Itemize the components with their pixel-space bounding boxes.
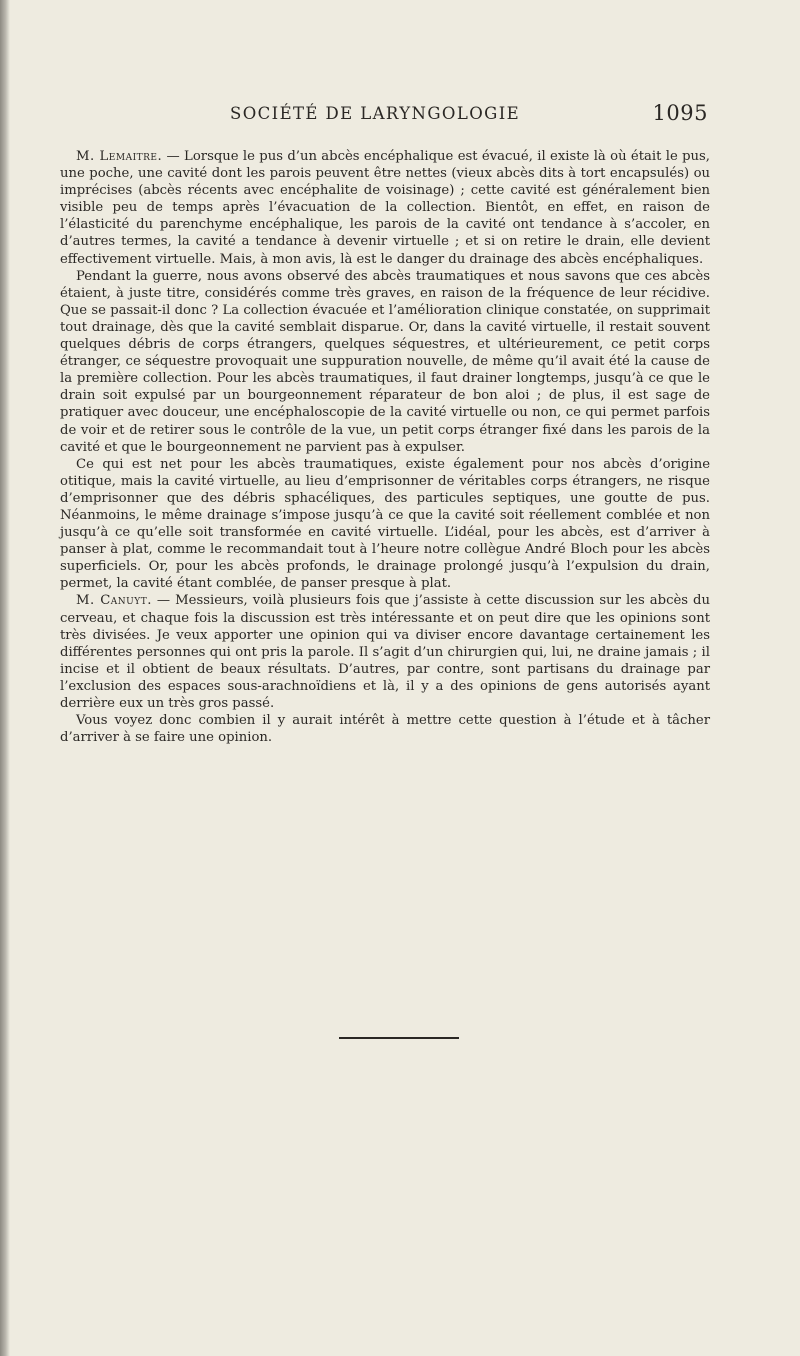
paragraph-text: Ce qui est net pour les abcès traumatiques, existe également pour nos abcès d’origine otitique, mais la cavité virtuelle, au lieu d’emprisonner de véritables corps étrangers, ne risque d’emprisonner que des débris sphacéliques, des particules septiques, une goutte de pus. Néanmoins, le même drainage s’impose jusqu’à ce que la cavité soit réellement comblée et non jusqu’à ce qu’elle soit transformée en cavité virtuelle. L’idéal, pour les abcès, est d’arriver à panser à plat, comme le recommandait tout à l’heure notre collègue André Bloch pour les abcès superficiels. Or, pour les abcès profonds, le drainage prolongé jusqu’à l’expulsion du drain, permet, la cavité étant comblée, de panser presque à plat.: [60, 456, 710, 592]
paragraph-conclusion: [60, 712, 710, 746]
running-header: [60, 101, 710, 130]
paragraph-canuyt: [60, 592, 710, 712]
paragraph-text: Vous voyez donc combien il y aurait intérêt à mettre cette question à l’étude et à tâcher d’arriver à se faire une opinion.: [60, 713, 710, 746]
section-divider-rule: [339, 1037, 459, 1039]
speaker-name: M. Canuyt.: [76, 593, 152, 609]
speaker-name: M. Lemaitre.: [76, 149, 163, 164]
book-binding-edge: [0, 0, 10, 1356]
paragraph-text: — Lorsque le pus d’un abcès encéphalique est évacué, il existe là où était le pus, une poche, une cavité dont les parois peuvent être nettes (vieux abcès dits à tort encapsulés) ou imprécises (abcès récents avec encéphalite de voisinage) ; cette cavité est généralement bien visible peu de temps après l’évacuation de la collection. Bientôt, en effet, en raison de l’élasticité du parenchyme encéphalique, les parois de la cavité ont tendance à s’accoler, en d’autres termes, la cavité a tendance à devenir virtuelle ; et si on retire le drain, elle devient effectivement virtuelle. Mais, à mon avis, là est le danger du drainage des abcès encéphaliques.: [60, 149, 710, 267]
paragraph-guerre: [60, 268, 710, 456]
paragraph-lemaitre: [60, 148, 710, 268]
paragraph-otitique: [60, 456, 710, 593]
running-title: SOCIÉTÉ DE LARYNGOLOGIE: [230, 104, 521, 123]
text-body: [60, 148, 710, 746]
page-number: 1095: [652, 101, 708, 125]
paragraph-text: Pendant la guerre, nous avons observé des abcès traumatiques et nous savons que ces abcès étaient, à juste titre, considérés comme très graves, en raison de la fréquence de leur récidive. Que se passait-il donc ? La collection évacuée et l’amélioration clinique constatée, on supprimait tout drainage, dès que la cavité semblait disparue. Or, dans la cavité virtuelle, il restait souvent quelques débris de corps étrangers, quelques séquestres, et ultérieurement, ce petit corps étranger, ce séquestre provoquait une suppuration nouvelle, de même qu’il avait été la cause de la première collection. Pour les abcès traumatiques, il faut drainer longtemps, jusqu’à ce que le drain soit expulsé par un bourgeonnement réparateur de bon aloi ; de plus, il est sage de pratiquer avec douceur, une encéphaloscopie de la cavité virtuelle ou non, ce qui permet parfois de voir et de retirer sous le contrôle de la vue, un petit corps étranger fixé dans les parois de la cavité et que le bourgeonnement ne parvient pas à expulser.: [60, 268, 710, 455]
paragraph-text: — Messieurs, voilà plusieurs fois que j’assiste à cette discussion sur les abcès du cerveau, et chaque fois la discussion est très intéressante et on peut dire que les opinions sont très divisées. Je veux apporter une opinion qui va diviser encore davantage certainement les différentes personnes qui ont pris la parole. Il s’agit d’un chirurgien qui, lui, ne draine jamais ; il incise et il obtient de beaux résultats. D’autres, par contre, sont partisans du drainage par l’exclusion des espaces sous-arachnoïdiens et là, il y a des opinions de gens autorisés ayant derrière eux un très gros passé.: [60, 593, 710, 711]
